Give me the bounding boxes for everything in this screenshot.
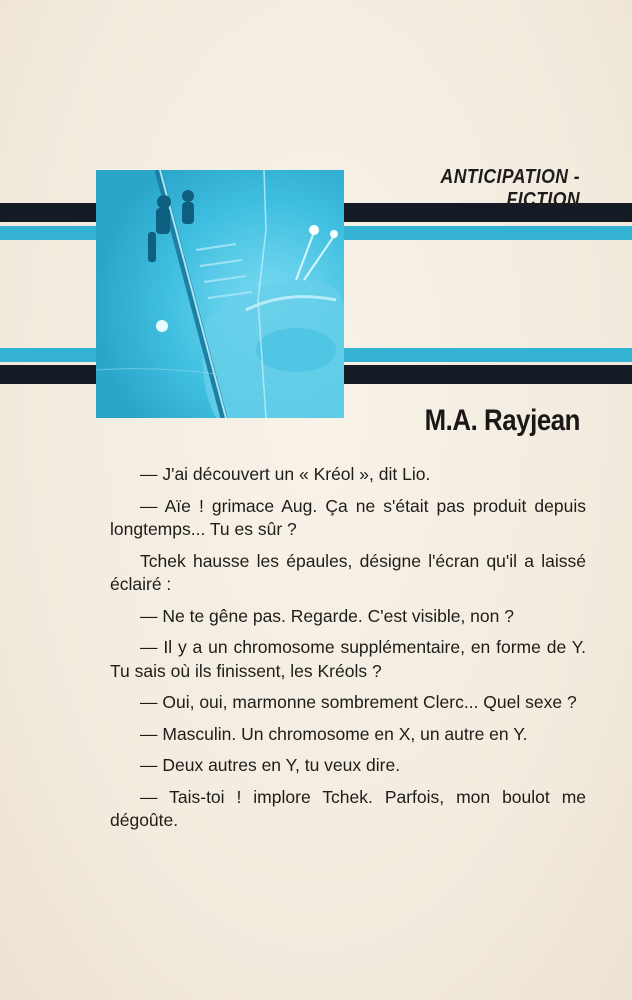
blurb-paragraph: — Aïe ! grimace Aug. Ça ne s'était pas produit depuis longtemps... Tu es sûr ?	[110, 495, 586, 539]
illustration-image	[96, 170, 344, 418]
blurb-text	[110, 463, 586, 841]
cover-illustration	[96, 170, 344, 418]
blurb-paragraph: — Oui, oui, marmonne sombrement Clerc... Quel sexe ?	[140, 692, 577, 712]
blurb-paragraph: — Ne te gêne pas. Regarde. C'est visible, non ?	[140, 605, 514, 626]
blurb-paragraph: — Deux autres en Y, tu veux dire.	[140, 755, 401, 775]
blurb-paragraph: — Il y a un chromosome supplémentaire, en forme de Y. Tu sais où ils finissent, les Kréols ?	[110, 637, 586, 681]
blurb-paragraph: — J'ai découvert un « Kréol », dit Lio.	[140, 464, 431, 484]
series-label: ANTICIPATION - FICTION	[440, 166, 580, 211]
blurb-paragraph: — Masculin. Un chromosome en X, un autre en Y.	[140, 723, 528, 744]
blurb-paragraph: Tchek hausse les épaules, désigne l'écran qu'il a laissé éclairé :	[110, 550, 586, 594]
blurb-paragraph: — Tais-toi ! implore Tchek. Parfois, mon boulot me dégoûte.	[110, 786, 586, 830]
author-name: M.A. Rayjean	[424, 404, 580, 437]
